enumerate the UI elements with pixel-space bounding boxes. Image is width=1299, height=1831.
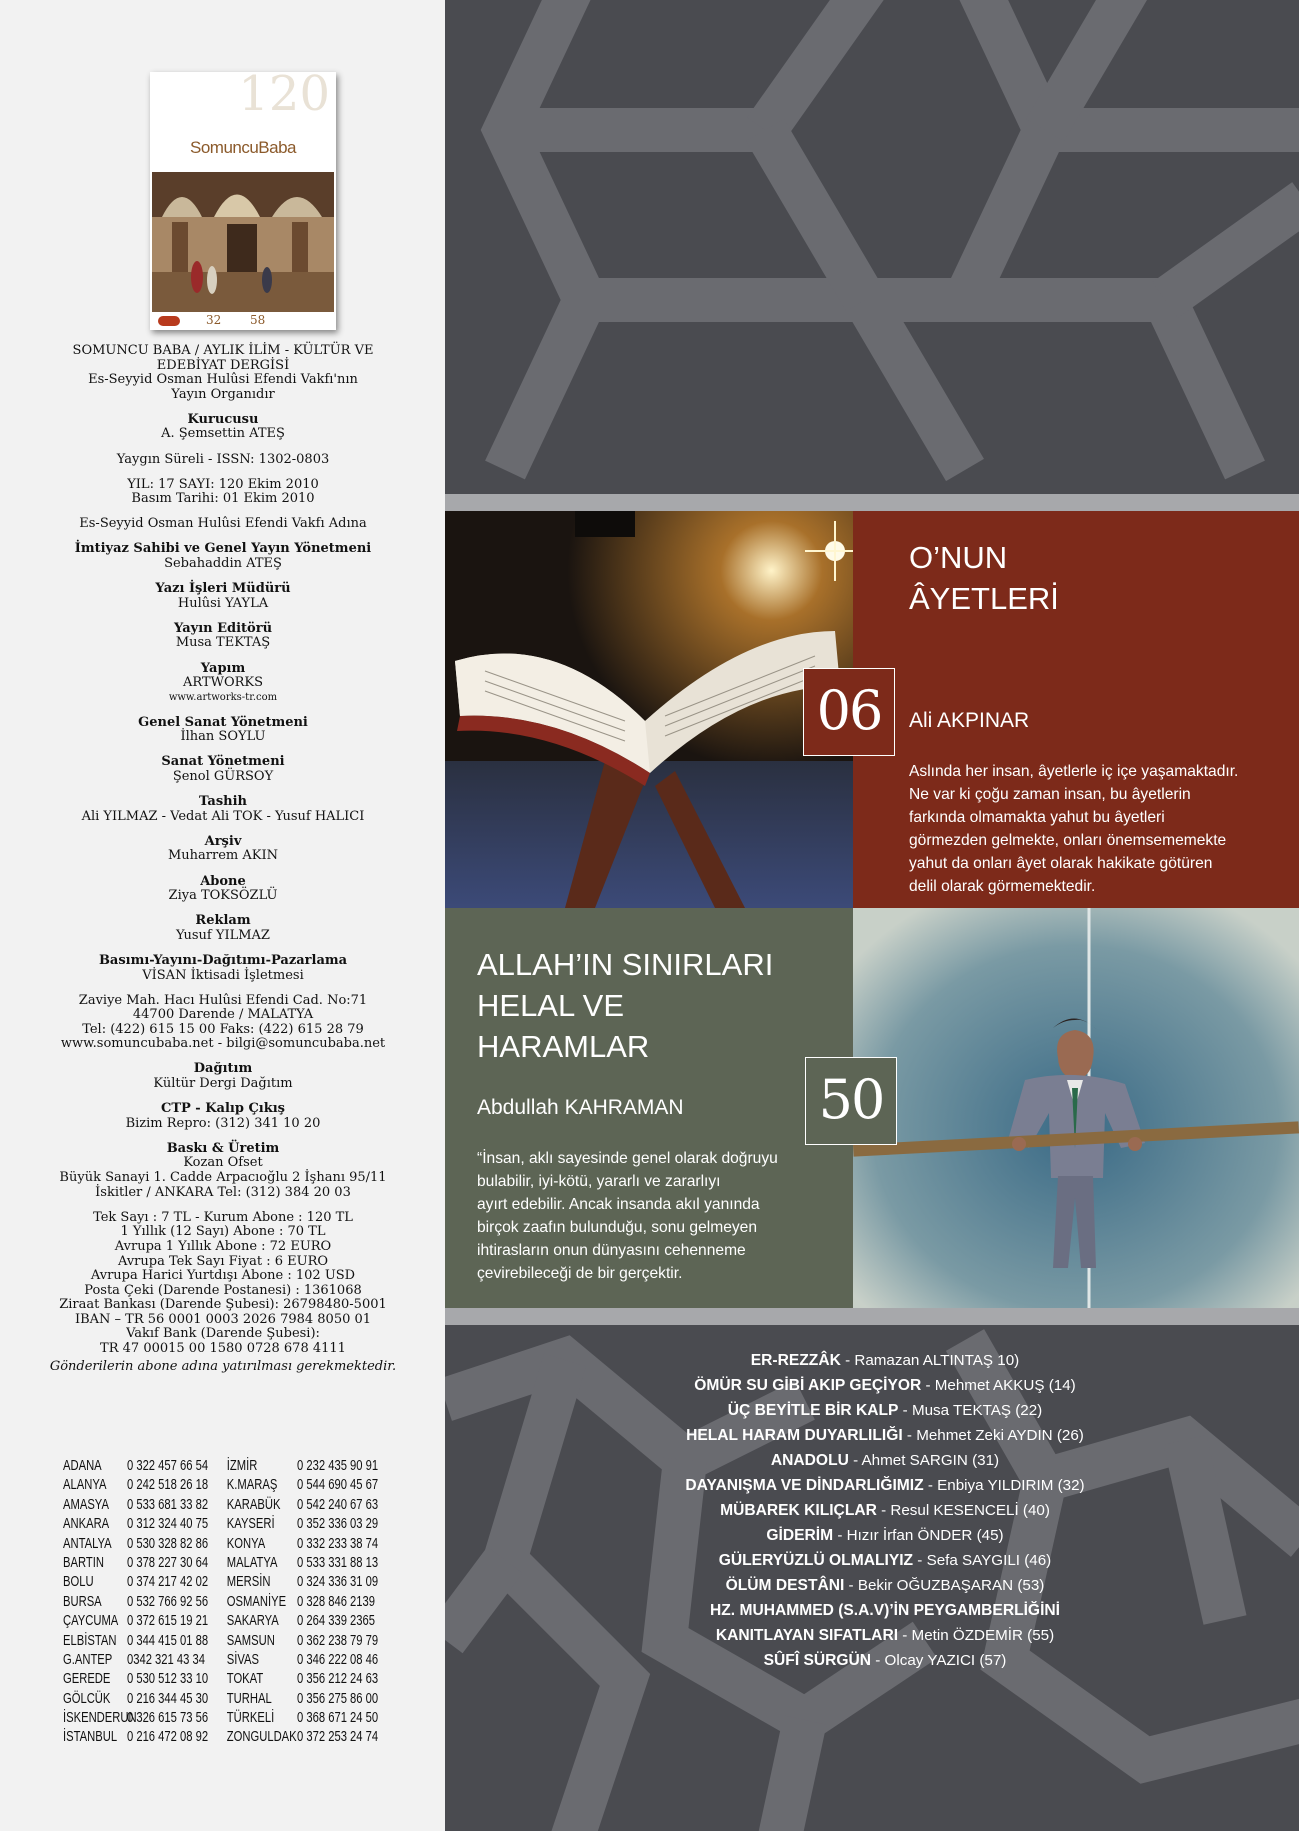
- toc-item-title: ER-REZZÂK: [750, 1352, 841, 1369]
- phone-city: BARTIN: [63, 1554, 104, 1571]
- phone-city: GEREDE: [63, 1671, 111, 1688]
- phone-number: 0 346 222 08 46: [297, 1651, 379, 1668]
- price-line: TR 47 00015 00 1580 0728 678 4111: [100, 1341, 346, 1357]
- phone-row: [63, 1555, 433, 1574]
- phone-city: OSMANİYE: [226, 1593, 287, 1610]
- toc-item: [575, 1598, 1195, 1623]
- phone-city: KARABÜK: [226, 1496, 281, 1513]
- credit-label: Genel Sanat Yönetmeni: [138, 714, 308, 730]
- excerpt-line: görmezden gelmekte, onları önemsememekte: [909, 832, 1227, 849]
- cover-brand-logo: SomuncuBaba: [189, 138, 297, 157]
- feature2-page-number: 50: [805, 1057, 897, 1145]
- phone-city: ADANA: [63, 1458, 102, 1474]
- organ-line: Yayın Organıdır: [171, 386, 275, 402]
- phone-city: TURHAL: [226, 1690, 272, 1707]
- phone-number: 0 216 472 08 92: [126, 1729, 209, 1746]
- price-line: Posta Çeki (Darende Postanesi) : 1361068: [84, 1282, 362, 1298]
- credit-value: Ziya TOKSÖZLÜ: [168, 888, 278, 904]
- phone-number: 0 328 846 2139: [297, 1593, 376, 1610]
- phone-number: 0 374 217 42 02: [126, 1574, 209, 1591]
- phone-row: [63, 1671, 433, 1690]
- phone-number: 0 378 227 30 64: [126, 1554, 209, 1571]
- credit-value: ARTWORKS: [182, 675, 264, 691]
- phone-row: [63, 1594, 433, 1613]
- credit-label: CTP - Kalıp Çıkış: [160, 1101, 285, 1117]
- toc-item-author: - Olcay YAZICI (57): [871, 1652, 1007, 1669]
- feature2-title-line: HELAL VE: [477, 988, 625, 1023]
- phone-row: [63, 1710, 433, 1729]
- toc-item: [575, 1448, 1195, 1473]
- feature2-title: [477, 944, 773, 1067]
- toc-item: [575, 1573, 1195, 1598]
- phone-number: 0 216 344 45 30: [126, 1690, 209, 1707]
- phone-row: [63, 1633, 433, 1652]
- phone-number: 0 533 331 88 13: [297, 1554, 379, 1571]
- phone-city: KAYSERİ: [226, 1516, 275, 1533]
- toc-item-title: ÖLÜM DESTÂNI: [725, 1577, 845, 1594]
- toc-item-author: - Resul KESENCELİ (40): [876, 1502, 1050, 1519]
- phone-number: 0 264 339 2365: [297, 1613, 376, 1630]
- toc-item: [575, 1523, 1195, 1548]
- quran-photo: [445, 511, 853, 908]
- credit-value: Yusuf YILMAZ: [176, 927, 270, 943]
- toc-item-author: - Bekir OĞUZBAŞARAN (53): [844, 1577, 1045, 1594]
- cover-mosque-photo: [152, 172, 334, 312]
- toc-item-title: ANADOLU: [770, 1452, 849, 1469]
- phone-number: 0 368 671 24 50: [297, 1710, 379, 1727]
- phone-city: BURSA: [63, 1593, 102, 1610]
- phone-city: ALANYA: [63, 1477, 107, 1494]
- toc-item-title: ÖMÜR SU GİBİ AKIP GEÇİYOR: [694, 1377, 922, 1394]
- toc-item: [575, 1373, 1195, 1398]
- production-url: www.artworks-tr.com: [168, 691, 278, 703]
- phone-city: İSKENDERUN: [63, 1710, 137, 1727]
- phone-number: 0 326 615 73 56: [126, 1710, 209, 1727]
- phone-number: 0 362 238 79 79: [297, 1632, 379, 1649]
- toc-item: [575, 1348, 1195, 1373]
- masthead-column: [0, 0, 445, 1831]
- phone-row: [63, 1477, 433, 1496]
- excerpt-line: Ne var ki çoğu zaman insan, bu âyetlerin: [909, 786, 1191, 803]
- address-line: 44700 Darende / MALATYA: [132, 1007, 314, 1023]
- cover-page-b: 58: [250, 313, 266, 327]
- phone-number: 0 532 766 92 56: [126, 1593, 209, 1610]
- phone-number: 0 530 512 33 10: [126, 1671, 209, 1688]
- excerpt-line: ayırt edebilir. Ancak insanda akıl yanında: [477, 1196, 760, 1213]
- cover-footer: [150, 312, 336, 330]
- phone-city: MERSİN: [226, 1574, 271, 1591]
- phone-city: ELBİSTAN: [63, 1632, 117, 1649]
- toc-item-author: - Ramazan ALTINTAŞ 10): [840, 1352, 1020, 1369]
- excerpt-line: “İnsan, aklı sayesinde genel olarak doğruyu: [477, 1150, 778, 1167]
- phone-row: [63, 1497, 433, 1516]
- cover-issue-number: 120: [238, 72, 330, 122]
- phone-city: BOLU: [63, 1574, 94, 1591]
- excerpt-line: bulabilir, iyi-kötü, yararlı ve zararlıyı: [477, 1173, 721, 1190]
- toc-item-title: MÜBAREK KILIÇLAR: [720, 1502, 877, 1519]
- price-line: Ziraat Bankası (Darende Şubesi): 26798480-5001: [59, 1297, 387, 1313]
- phone-city: G.ANTEP: [63, 1651, 113, 1668]
- credit-label: Tashih: [198, 794, 247, 810]
- toc-item: [575, 1423, 1195, 1448]
- on-behalf: Es-Seyyid Osman Hulûsi Efendi Vakfı Adına: [79, 516, 367, 532]
- phone-row: [63, 1574, 433, 1593]
- credit-label: Yayın Editörü: [173, 620, 273, 636]
- phone-city: İZMİR: [226, 1458, 258, 1474]
- toc-item-title: GİDERİM: [766, 1527, 834, 1544]
- phone-number: 0 352 336 03 29: [297, 1516, 379, 1533]
- phone-row: [63, 1613, 433, 1632]
- credit-value: Bizim Repro: (312) 341 10 20: [125, 1115, 321, 1131]
- phone-number: 0 322 457 66 54: [126, 1458, 209, 1474]
- feature2-title-line: ALLAH’IN SINIRLARI: [477, 947, 774, 982]
- address-line: Zaviye Mah. Hacı Hulûsi Efendi Cad. No:71: [78, 992, 368, 1008]
- credit-value: İlhan SOYLU: [180, 729, 266, 745]
- phone-row: [63, 1516, 433, 1535]
- credit-value: Kozan Ofset: [183, 1155, 263, 1171]
- phone-city: MALATYA: [226, 1554, 278, 1571]
- phone-row: [63, 1458, 433, 1477]
- credit-value: Muharrem AKIN: [168, 848, 278, 864]
- credit-label: Basımı-Yayını-Dağıtımı-Pazarlama: [98, 952, 348, 968]
- feature2-excerpt: [477, 1147, 857, 1285]
- feature2-author: Abdullah KAHRAMAN: [477, 1096, 684, 1119]
- phone-number: 0 530 328 82 86: [126, 1535, 209, 1552]
- credit-label: Yapım: [200, 660, 246, 676]
- phone-number: 0 372 615 19 21: [126, 1613, 209, 1630]
- phone-city: K.MARAŞ: [226, 1477, 278, 1494]
- phone-city: AMASYA: [63, 1496, 109, 1513]
- phone-city: ZONGULDAK: [226, 1729, 297, 1746]
- toc-item: [575, 1398, 1195, 1423]
- credit-label: İmtiyaz Sahibi ve Genel Yayın Yönetmeni: [74, 541, 372, 557]
- tightrope-man-photo: [853, 908, 1299, 1308]
- excerpt-line: Aslında her insan, âyetlerle iç içe yaşamaktadır.: [909, 763, 1239, 780]
- feature1-excerpt: [909, 760, 1289, 898]
- credit-label: Sanat Yönetmeni: [161, 754, 285, 770]
- phone-city: TÜRKELİ: [226, 1710, 275, 1727]
- contact-phone: Tel: (422) 615 15 00 Faks: (422) 615 28 79: [82, 1021, 364, 1037]
- phone-row: [63, 1652, 433, 1671]
- credit-value: VİSAN İktisadi İşletmesi: [142, 967, 304, 983]
- credit-value: Sebahaddin ATEŞ: [164, 556, 282, 572]
- phone-number: 0342 321 43 34: [126, 1651, 205, 1668]
- toc-item-title: KANITLAYAN SIFATLARI: [715, 1627, 899, 1644]
- phone-city: ANTALYA: [63, 1535, 112, 1552]
- print-date: Basım Tarihi: 01 Ekim 2010: [131, 491, 315, 507]
- credit-label: Baskı & Üretim: [166, 1140, 280, 1156]
- toc-item: [575, 1648, 1195, 1673]
- toc-item-title: HELAL HARAM DUYARLILIĞI: [686, 1427, 903, 1444]
- excerpt-line: yahut da onları âyet olarak hakikate götüren: [909, 855, 1213, 872]
- feature2-title-line: HARAMLAR: [477, 1029, 650, 1064]
- publication-name: SOMUNCU BABA / AYLIK İLİM - KÜLTÜR VE EDEBİYAT DERGİSİ: [72, 343, 374, 373]
- toc-item-title: DAYANIŞMA VE DİNDARLIĞIMIZ: [685, 1477, 924, 1494]
- credit-label: Kurucusu: [187, 411, 259, 427]
- toc-item-author: - Mehmet Zeki AYDIN (26): [902, 1427, 1084, 1444]
- credit-label: Yazı İşleri Müdürü: [155, 581, 291, 597]
- organ-line: Es-Seyyid Osman Hulûsi Efendi Vakfı'nın: [88, 372, 358, 388]
- phone-city: GÖLCÜK: [63, 1690, 111, 1707]
- phone-number: 0 542 240 67 63: [297, 1496, 379, 1513]
- price-line: 1 Yıllık (12 Sayı) Abone : 70 TL: [120, 1224, 326, 1240]
- magazine-cover-thumbnail: [150, 72, 336, 330]
- toc-item-title: HZ. MUHAMMED (S.A.V)’İN PEYGAMBERLİĞİNİ: [710, 1602, 1060, 1619]
- price-line: Tek Sayı : 7 TL - Kurum Abone : 120 TL: [93, 1209, 353, 1225]
- year-issue: YIL: 17 SAYI: 120 Ekim 2010: [127, 476, 319, 492]
- issn: Yaygın Süreli - ISSN: 1302-0803: [116, 451, 330, 467]
- contents-area: [445, 0, 1299, 1831]
- section-divider-bottom: [445, 1308, 1299, 1325]
- toc-item-author: - Musa TEKTAŞ (22): [898, 1402, 1043, 1419]
- phone-city: ÇAYCUMA: [63, 1613, 119, 1630]
- toc-item-title: GÜLERYÜZLÜ OLMALIYIZ: [718, 1552, 914, 1569]
- phone-city: SAKARYA: [226, 1613, 279, 1630]
- price-line: Vakıf Bank (Darende Şubesi):: [126, 1326, 320, 1342]
- toc-item: [575, 1623, 1195, 1648]
- feature1-title-line: ÂYETLERİ: [909, 581, 1059, 616]
- excerpt-line: delil olarak görmemektedir.: [909, 878, 1096, 895]
- price-line: Avrupa Tek Sayı Fiyat : 6 EURO: [117, 1253, 329, 1269]
- price-line: Avrupa Harici Yurtdışı Abone : 102 USD: [90, 1268, 356, 1284]
- toc-item-author: - Metin ÖZDEMİR (55): [898, 1627, 1055, 1644]
- phone-row: [63, 1729, 433, 1748]
- phone-number: 0 312 324 40 75: [126, 1516, 209, 1533]
- phone-number: 0 324 336 31 09: [297, 1574, 379, 1591]
- excerpt-line: çevirebileceği de bir gerçektir.: [477, 1265, 683, 1282]
- phone-city: KONYA: [226, 1535, 266, 1552]
- phone-number: 0 356 275 86 00: [297, 1690, 379, 1707]
- feature1-title: [909, 537, 1059, 619]
- address-line: İskitler / ANKARA Tel: (312) 384 20 03: [95, 1184, 351, 1200]
- excerpt-line: farkında olmamakta yahut bu âyetleri: [909, 809, 1165, 826]
- toc-item-title: SÛFÎ SÜRGÜN: [763, 1652, 872, 1669]
- phone-number: 0 533 681 33 82: [126, 1496, 209, 1513]
- credit-label: Reklam: [195, 913, 251, 929]
- credit-value: A. Şemsettin ATEŞ: [161, 426, 285, 442]
- cover-page-a: 32: [206, 313, 222, 327]
- phone-number: 0 356 212 24 63: [297, 1671, 379, 1688]
- cover-publisher-logo: [158, 316, 180, 326]
- phone-number: 0 232 435 90 91: [297, 1458, 379, 1474]
- masthead-credits: [48, 344, 398, 1385]
- credit-value: Şenol GÜRSOY: [172, 769, 274, 785]
- phone-number: 0 242 518 26 18: [126, 1477, 209, 1494]
- credit-value: Ali YILMAZ - Vedat Ali TOK - Yusuf HALICI: [81, 808, 365, 824]
- toc-item-author: - Sefa SAYGILI (46): [913, 1552, 1052, 1569]
- section-divider-top: [445, 494, 1299, 511]
- phone-number: 0 544 690 45 67: [297, 1477, 379, 1494]
- phone-city: ANKARA: [63, 1516, 110, 1533]
- phone-row: [63, 1691, 433, 1710]
- toc-item-author: - Hızır İrfan ÖNDER (45): [833, 1527, 1004, 1544]
- credit-label: Dağıtım: [193, 1061, 253, 1077]
- credit-value: Kültür Dergi Dağıtım: [153, 1076, 293, 1092]
- excerpt-line: ihtirasların onun dünyasını cehenneme: [477, 1242, 746, 1259]
- contact-web: www.somuncubaba.net - bilgi@somuncubaba.net: [60, 1036, 386, 1052]
- feature1-author: Ali AKPINAR: [909, 709, 1030, 732]
- phone-city: SAMSUN: [226, 1632, 275, 1649]
- excerpt-line: birçok zaafın bulunduğu, sonu gelmeyen: [477, 1219, 758, 1236]
- phone-row: [63, 1536, 433, 1555]
- phone-number: 0 332 233 38 74: [297, 1535, 379, 1552]
- toc-item-author: - Ahmet SARGIN (31): [848, 1452, 1000, 1469]
- phone-number: 0 344 415 01 88: [126, 1632, 209, 1649]
- feature1-page-number: 06: [803, 668, 895, 756]
- feature1-title-line: O’NUN: [909, 540, 1008, 575]
- price-line: Avrupa 1 Yıllık Abone : 72 EURO: [114, 1238, 332, 1254]
- credit-label: Abone: [200, 873, 246, 889]
- toc-item-author: - Enbiya YILDIRIM (32): [923, 1477, 1085, 1494]
- table-of-contents: [575, 1348, 1195, 1673]
- toc-item: [575, 1498, 1195, 1523]
- phone-city: TOKAT: [226, 1671, 264, 1688]
- toc-item-title: ÜÇ BEYİTLE BİR KALP: [727, 1402, 899, 1419]
- price-line: IBAN – TR 56 0001 0003 2026 7984 8050 01: [74, 1311, 372, 1327]
- credit-value: Hulûsi YAYLA: [177, 595, 269, 611]
- credit-label: Arşiv: [204, 833, 242, 849]
- phone-city: SİVAS: [226, 1651, 260, 1668]
- phone-city: İSTANBUL: [63, 1729, 118, 1746]
- address-line: Büyük Sanayi 1. Cadde Arpacıoğlu 2 İşhanı 95/11: [59, 1170, 387, 1186]
- phone-number: 0 372 253 24 74: [297, 1729, 379, 1746]
- credit-value: Musa TEKTAŞ: [175, 635, 271, 651]
- representative-phone-list: [63, 1458, 433, 1749]
- toc-item: [575, 1548, 1195, 1573]
- toc-item: [575, 1473, 1195, 1498]
- payment-note: Gönderilerin abone adına yatırılması gerekmektedir.: [49, 1358, 397, 1374]
- toc-item-author: - Mehmet AKKUŞ (14): [921, 1377, 1076, 1394]
